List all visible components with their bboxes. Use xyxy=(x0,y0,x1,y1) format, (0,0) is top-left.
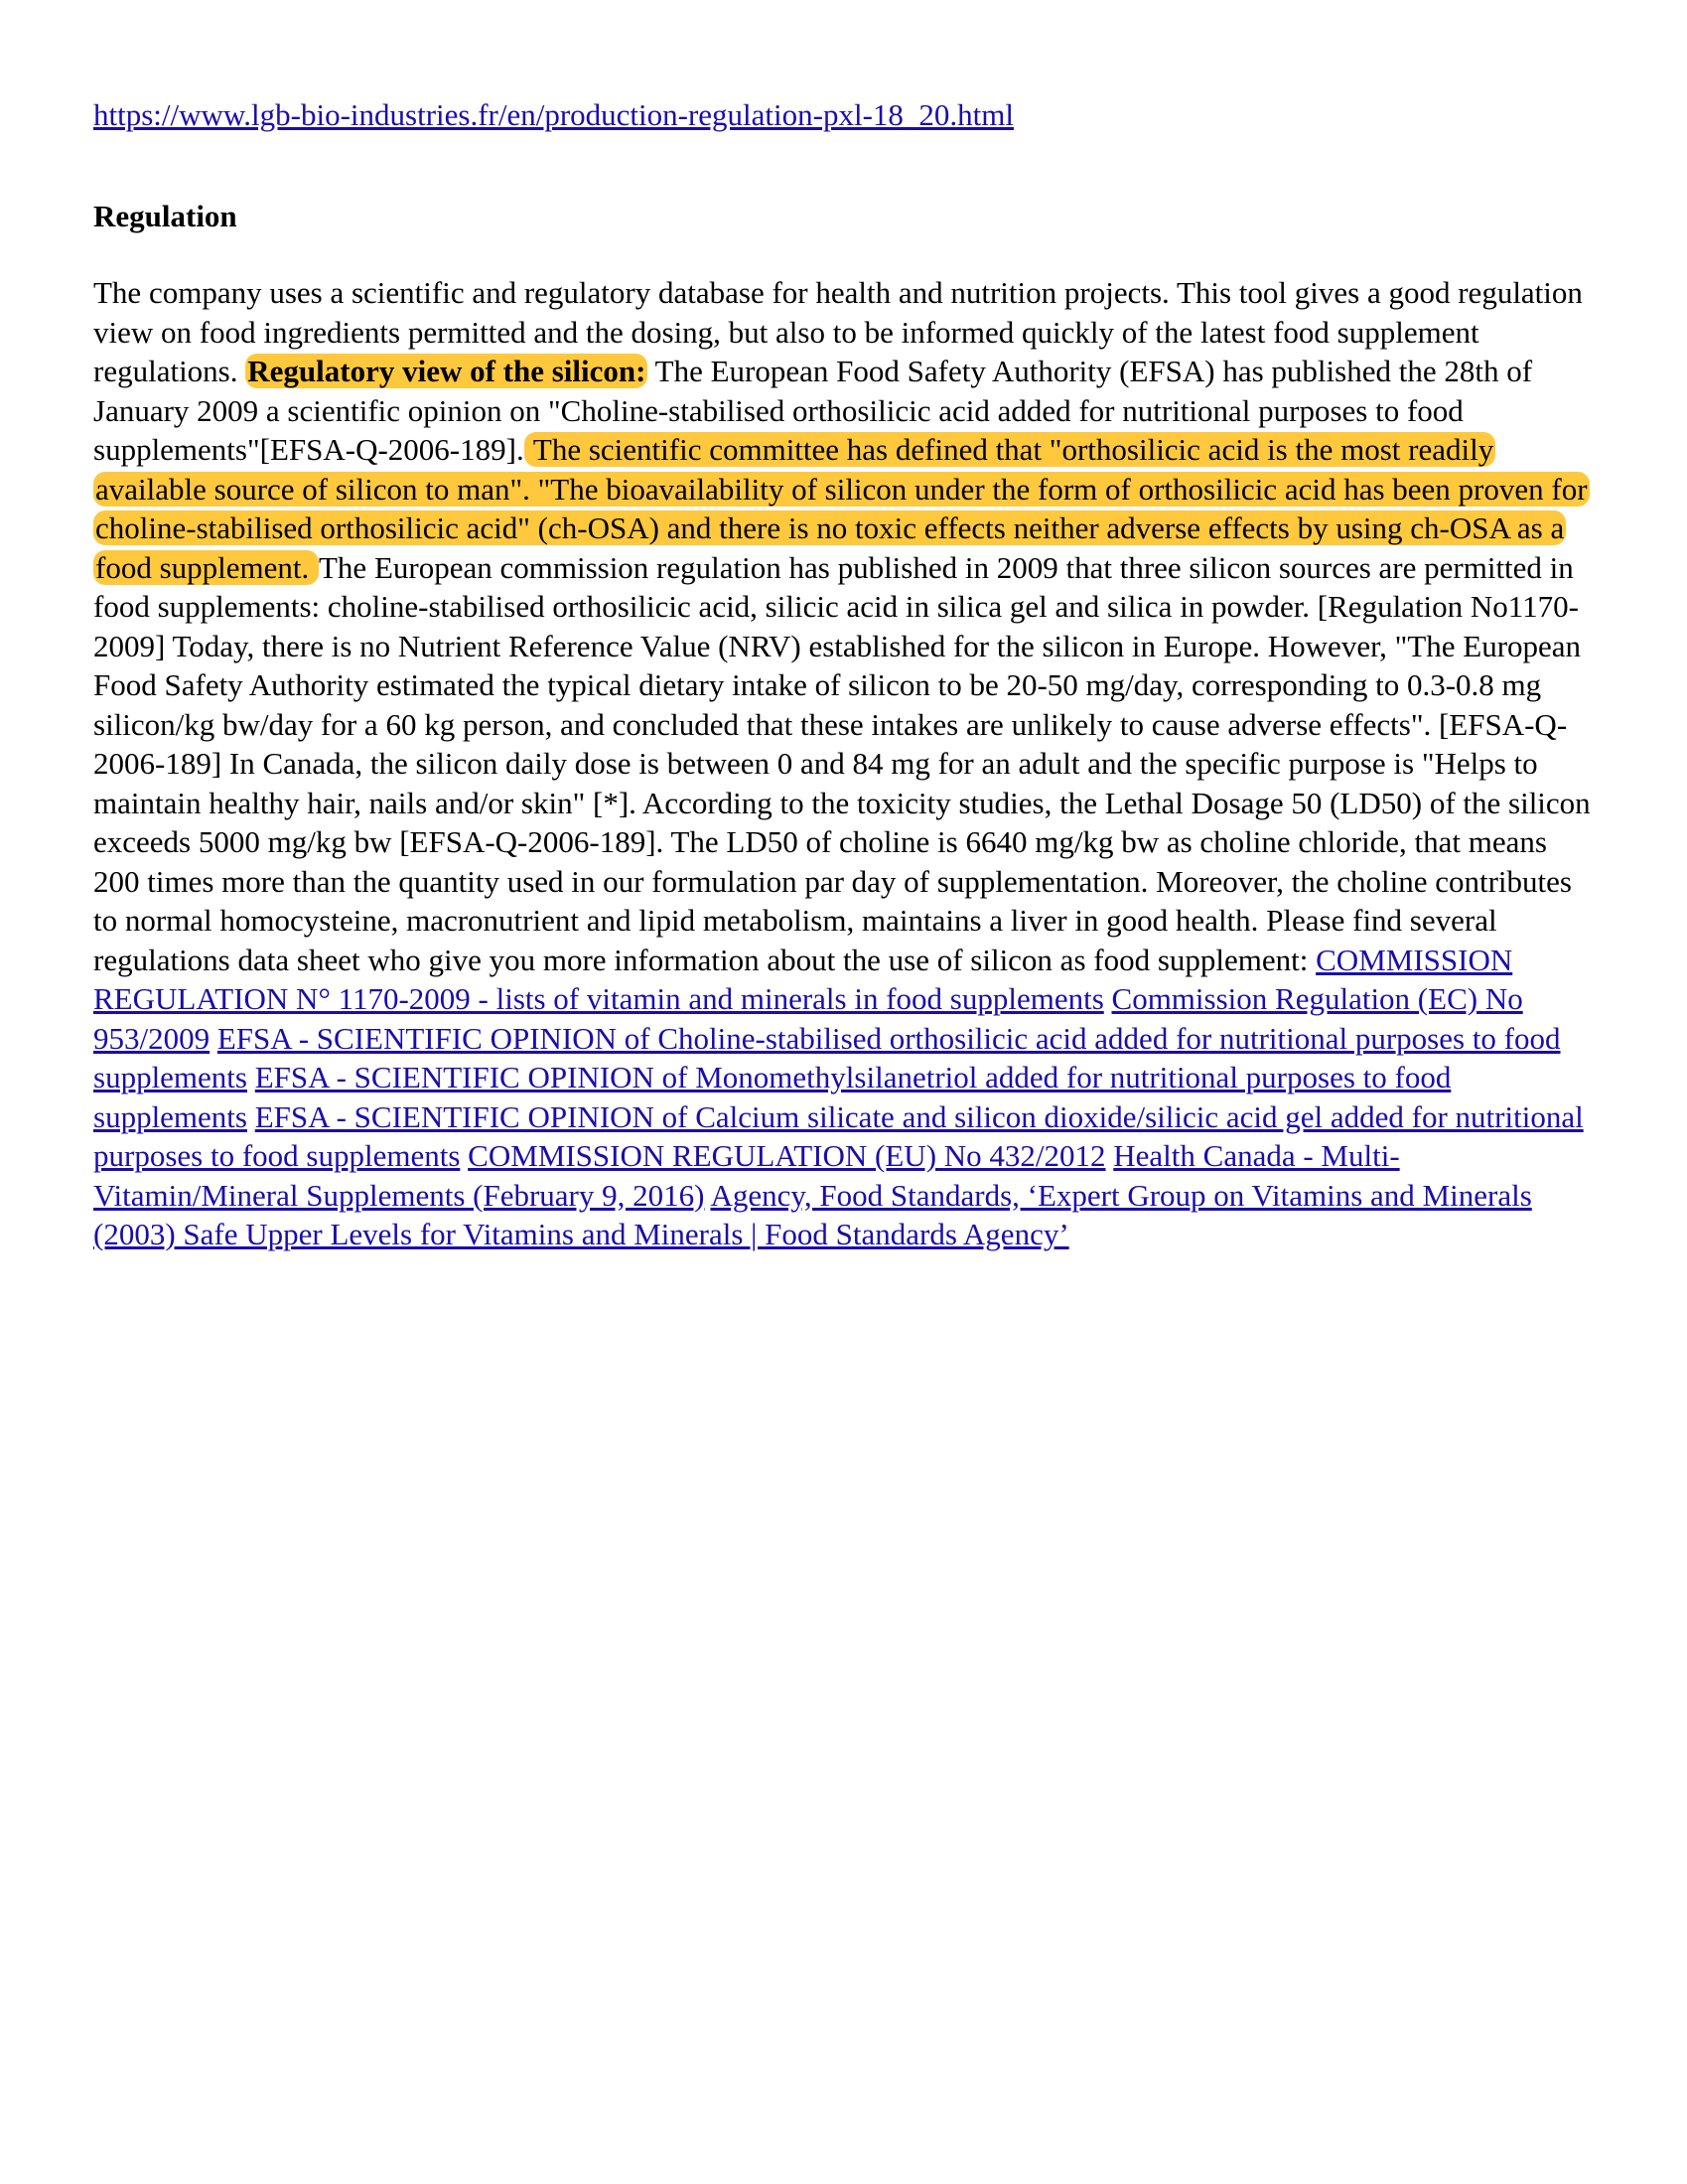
highlighted-label: Regulatory view of the silicon: xyxy=(247,354,646,388)
link-efsa-opinion-choline-stabilised[interactable]: EFSA - SCIENTIFIC OPINION of Choline-stabilised orthosilicic acid added for nutritional purposes to food supplements xyxy=(93,1020,1561,1094)
regulation-details-text: The European commission regulation has published in 2009 that three silicon sources are permitted in food supplements: choline-stabilised orthosilicic acid, silicic acid in silica gel and silica in powder. [Regulation No1170-2009] Today, there is no Nutrient Reference Value (NRV) established for the silicon in Europe. However, "The European Food Safety Authority estimated the typical dietary intake of silicon to be 20-50 mg/day, corresponding to 0.3-0.8 mg silicon/kg bw/day for a 60 kg person, and concluded that these intakes are unlikely to cause adverse effects". [EFSA-Q-2006-189] In Canada, the silicon daily dose is between 0 and 84 mg for an adult and the specific purpose is "Helps to maintain healthy hair, nails and/or skin" [*]. According to the toxicity studies, the Lethal Dosage 50 (LD50) of the silicon exceeds 5000 mg/kg bw [EFSA-Q-2006-189]. The LD50 of choline is 6640 mg/kg bw as choline chloride, that means 200 times more than the quantity used in our formulation par day of supplementation. Moreover, the choline contributes to normal homocysteine, macronutrient and lipid metabolism, maintains a liver in good health. Please find several regulations data sheet who give you more information about the use of silicon as food supplement: xyxy=(93,549,1591,977)
document-page xyxy=(93,95,1593,1254)
link-food-standards-agency[interactable]: Agency, Food Standards, ‘Expert Group on Vitamins and Minerals (2003) Safe Upper Levels for Vitamins and Minerals | Food Standards Agency’ xyxy=(93,1177,1532,1251)
source-url-link[interactable]: https://www.lgb-bio-industries.fr/en/production-regulation-pxl-18_20.html xyxy=(93,97,1014,132)
link-efsa-opinion-monomethylsilanetriol[interactable]: EFSA - SCIENTIFIC OPINION of Monomethylsilanetriol added for nutritional purposes to food supplements xyxy=(93,1060,1452,1134)
link-commission-regulation-1170-2009[interactable]: COMMISSION REGULATION N° 1170-2009 - lists of vitamin and minerals in food supplements xyxy=(93,942,1513,1016)
intro-text: The company uses a scientific and regulatory database for health and nutrition projects. This tool gives a good regulation view on food ingredients permitted and the dosing, but also to be informed quickly of the latest food supplement regulations. xyxy=(93,275,1583,388)
regulation-paragraph xyxy=(93,273,1593,1254)
efsa-opinion-text: The European Food Safety Authority (EFSA) has published the 28th of January 2009 a scientific opinion on "Choline-stabilised orthosilicic acid added for nutritional purposes to food supplements"[EFSA-Q-2006-189]. xyxy=(93,354,1533,467)
link-efsa-opinion-calcium-silicate[interactable]: EFSA - SCIENTIFIC OPINION of Calcium silicate and silicon dioxide/silicic acid gel added for nutritional purposes to food supplements xyxy=(93,1098,1584,1173)
link-health-canada-multivitamin[interactable]: Health Canada - Multi-Vitamin/Mineral Supplements (February 9, 2016) xyxy=(93,1138,1400,1213)
link-commission-regulation-953-2009[interactable]: Commission Regulation (EC) No 953/2009 xyxy=(93,981,1523,1056)
link-commission-regulation-432-2012[interactable]: COMMISSION REGULATION (EU) No 432/2012 xyxy=(468,1138,1106,1173)
section-heading: Regulation xyxy=(93,199,237,233)
highlighted-statement: The scientific committee has defined that "orthosilicic acid is the most readily available source of silicon to man". "The bioavailability of silicon under the form of orthosilicic acid has been proven for choline-stabilised orthosilicic acid" (ch-OSA) and there is no toxic effects neither adverse effects by using ch-OSA as a food supplement. xyxy=(95,432,1588,585)
